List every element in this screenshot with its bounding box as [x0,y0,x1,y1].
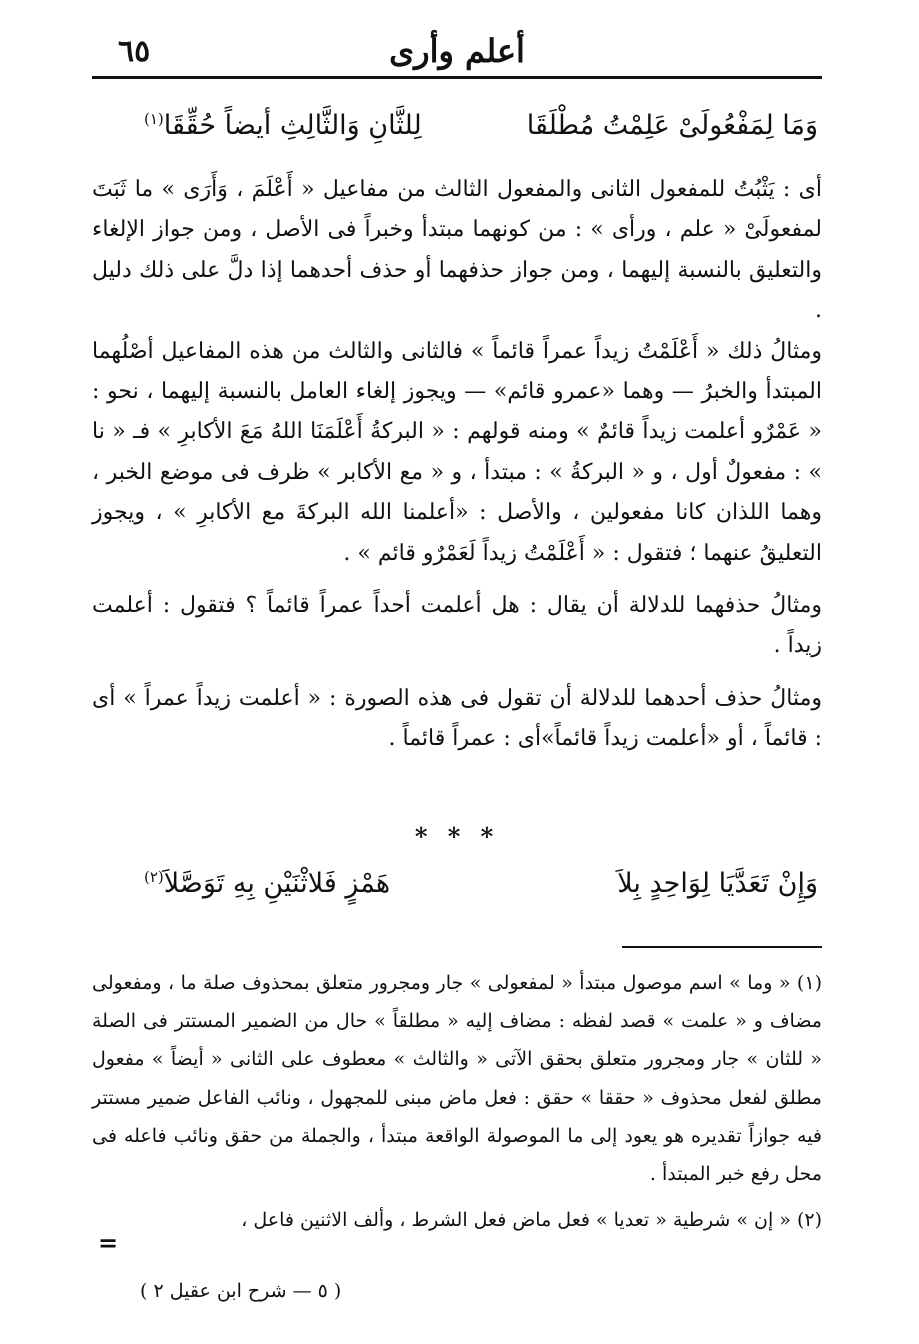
footnote-1: (١) « وما » اسم موصول مبتدأ « لمفعولى » جار ومجرور متعلق بمحذوف صلة ما ، ومفعولى مضاف و « علمت » قصد لفظه : مضاف إليه « مطلقاً » حال من الضمير المستتر فى الصلة « للثان » جار ومجرور متعلق بحقق الآتى « والثالث » معطوف على الثانى « أيضاً » مفعول مطلق لفعل محذوف « حققا » حقق : فعل ماض مبنى للمجهول ، ونائب الفاعل ضمير مستتر فيه جوازاً تقديره هو يعود إلى ما الموصولة الواقعة مبتدأ ، والجملة من حقق ونائب فاعله فى محل رفع خبر المبتدأ . [92,972,822,1186]
verse-line [92,862,822,922]
body-paragraph: ومثالُ حذفهما للدلالة أن يقال : هل أعلمت أحداً عمراً قائماً ؟ فتقول : أعلمت زيداً . [92,593,822,659]
footnote-marker: (١) [144,110,164,128]
body-paragraph: ومثالُ حذف أحدهما للدلالة أن تقول فى هذه الصورة : « أعلمت زيداً عمراً » أى : قائماً ، أو «أعلمت زيداً قائماً»أى : عمراً قائماً . [92,685,822,752]
verse-line [92,104,822,160]
verse-first-hemistich: وَمَا لِمَفْعُولَىْ عَلِمْتُ مُطْلَقَا [526,110,818,141]
section-separator: * * * [414,822,500,851]
footnote-marker: (٢) [144,868,164,886]
footnotes [92,964,822,1239]
page-signature: ( ٥ — شرح ابن عقيل ٢ ) [140,1280,342,1302]
page-number: ٦٥ [118,34,151,69]
verse-second-hemistich-wrap [144,110,422,141]
continuation-mark: = [98,1228,119,1257]
page-header [92,28,822,74]
header-rule [92,76,822,79]
verse-first-hemistich: وَإِنْ تَعَدَّيَا لِوَاحِدٍ بِلاَ [617,868,818,899]
verse-second-hemistich: هَمْزٍ فَلاثْنَيْنِ بِهِ تَوَصَّلاَ [163,868,391,899]
commentary-body [92,170,822,760]
verse-second-hemistich-wrap [144,868,390,899]
running-title: أعلم وأرى [389,32,525,70]
verse-second-hemistich: لِلثَّانِ وَالثَّالِثِ أيضاً حُقِّقَا [163,110,422,141]
footnote-2: (٢) « إن » شرطية « تعديا » فعل ماض فعل الشرط ، وألف الاثنين فاعل ، [241,1209,822,1232]
body-paragraph: أى : يَثْبُتُ للمفعول الثانى والمفعول الثالث من مفاعيل « أَعْلَمَ ، وَأَرَى » ما ثَبَتَ لمفعولَىْ « علم ، ورأى » : من كونهما مبتدأ وخبراً فى الأصل ، ومن جواز الإلغاء والتعليق بالنسبة إليهما ، ومن جواز حذفهما أو حذف أحدهما إذا دلَّ على ذلك دليل . [92,177,822,324]
body-paragraph: ومثالُ ذلك « أَعْلَمْتُ زيداً عمراً قائماً » فالثانى والثالث من هذه المفاعيل أصْلُهما المبتدأ والخبرُ — وهما «عمرو قائم» — ويجوز إلغاء العامل بالنسبة إليهما ، نحو : « عَمْرٌو أعلمت زيداً قائمٌ » ومنه قولهم : « البركةُ أَعْلَمَنَا اللهُ مَعَ الأكابرِ » فـ « نا » : مفعولٌ أول ، و « البركةُ » : مبتدأ ، و « مع الأكابر » ظرف فى موضع الخبر ، وهما اللذان كانا مفعولين ، والأصل : «أعلمنا الله البركةَ مع الأكابرِ » ، ويجوز التعليقُ عنهما ؛ فتقول : « أَعْلَمْتُ زيداً لَعَمْرٌو قائم » . [92,338,822,566]
footnote-rule [622,946,822,948]
